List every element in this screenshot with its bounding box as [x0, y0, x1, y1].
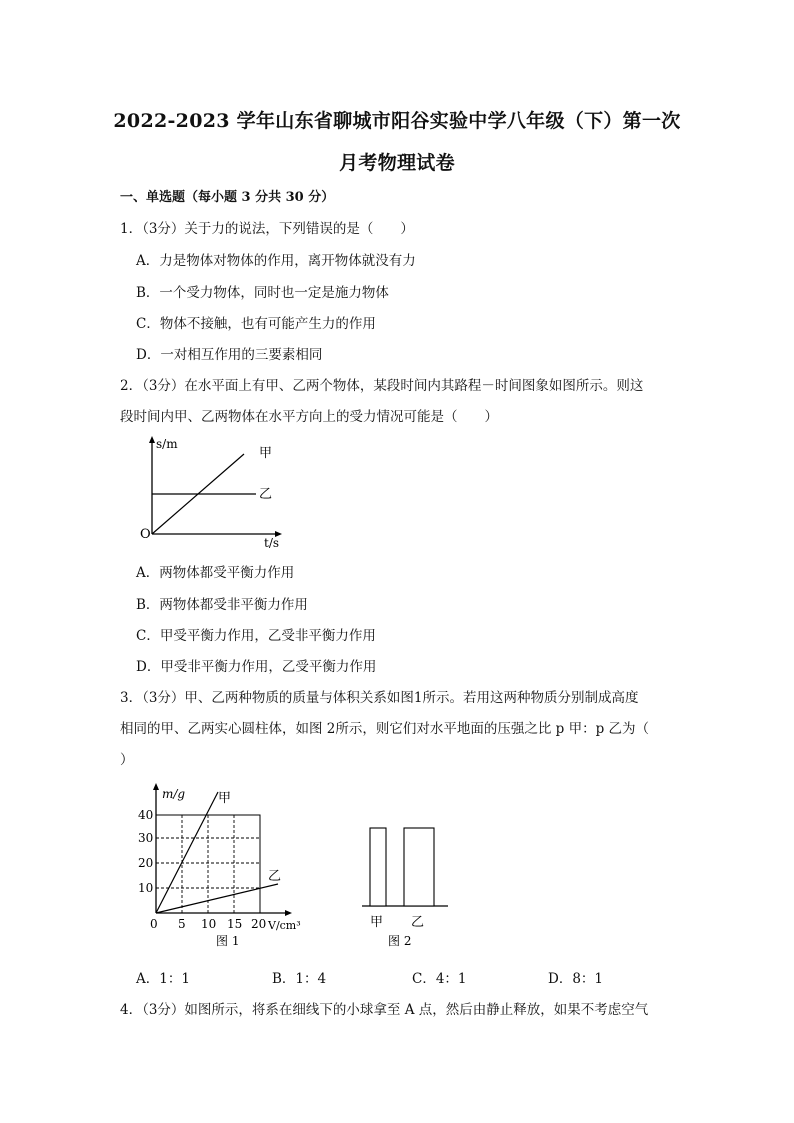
q3-fig1-y-arrow — [153, 783, 159, 790]
q3-fig1-grid — [156, 815, 260, 913]
q3-fig2-cylinder-yi — [404, 828, 434, 906]
q2-origin: O — [140, 527, 151, 542]
q3-fig2-label-yi: 乙 — [411, 915, 425, 930]
q3-fig1-xlabel: V/cm³ — [268, 919, 301, 932]
q2-xlabel: t/s — [264, 536, 280, 550]
q3-fig1-line-jia — [156, 792, 218, 913]
q4-stem-line1: 4．（3分）如图所示，将系在细线下的小球拿至 A 点，然后由静止释放，如果不考虑空气 — [120, 1002, 649, 1018]
q3-option-d: D．8：1 — [548, 971, 604, 987]
q3-option-c: C．4：1 — [412, 971, 467, 987]
q3-fig1-ytick: 30 — [138, 831, 154, 845]
q3-fig1-ytick: 20 — [138, 856, 154, 870]
q1-stem: 1．（3分）关于力的说法，下列错误的是（ ） — [120, 221, 414, 237]
q3-figure2 — [358, 820, 458, 952]
q2-ylabel: s/m — [156, 437, 178, 451]
q3-fig1-caption: 图 1 — [216, 934, 240, 948]
q1-option-d: D．一对相互作用的三要素相同 — [136, 347, 323, 363]
q2-option-c: C．甲受平衡力作用，乙受非平衡力作用 — [136, 628, 376, 644]
q3-fig1-x-arrow — [285, 910, 292, 916]
q3-fig1-xtick: 10 — [201, 917, 217, 931]
q3-option-b: B．1：4 — [272, 971, 327, 987]
q3-fig1-label-yi: 乙 — [268, 869, 282, 884]
q2-option-a: A．两物体都受平衡力作用 — [136, 565, 295, 581]
q3-fig1-xtick: 5 — [178, 917, 186, 931]
q1-option-b: B．一个受力物体，同时也一定是施力物体 — [136, 285, 389, 301]
q2-stem-line1: 2．（3分）在水平面上有甲、乙两个物体，某段时间内其路程－时间图象如图所示。则这 — [120, 378, 644, 394]
q3-stem-line1: 3．（3分）甲、乙两种物质的质量与体积关系如图1所示。若用这两种物质分别制成高度 — [120, 690, 639, 706]
q1-option-a: A．力是物体对物体的作用，离开物体就没有力 — [136, 253, 416, 269]
q3-fig1-xtick: 0 — [150, 917, 158, 931]
q2-option-d: D．甲受非平衡力作用，乙受平衡力作用 — [136, 659, 377, 675]
q3-fig1-ytick: 10 — [138, 881, 154, 895]
q3-figure1 — [132, 780, 312, 952]
q3-fig1-xtick: 20 — [251, 917, 267, 931]
q2-stem-line2: 段时间内甲、乙两物体在水平方向上的受力情况可能是（ ） — [120, 409, 498, 425]
q3-stem-line3: ） — [120, 752, 134, 768]
q3-fig2-label-jia: 甲 — [370, 915, 384, 930]
q3-fig1-xtick: 15 — [227, 917, 243, 931]
q1-option-c: C．物体不接触，也有可能产生力的作用 — [136, 316, 376, 332]
exam-title-line2: 月考物理试卷 — [339, 152, 455, 174]
q2-label-jia: 甲 — [259, 446, 273, 461]
q2-option-b: B．两物体都受非平衡力作用 — [136, 597, 308, 613]
q3-fig2-cylinder-jia — [370, 828, 386, 906]
q3-fig1-frame — [156, 815, 260, 913]
q3-stem-line2: 相同的甲、乙两实心圆柱体，如图 2所示，则它们对水平地面的压强之比 p 甲：p 乙为（ — [120, 721, 650, 737]
exam-title-line1: 2022-2023 学年山东省聊城市阳谷实验中学八年级（下）第一次 — [113, 110, 681, 132]
q3-fig1-ytick: 40 — [138, 808, 154, 822]
q2-label-yi: 乙 — [259, 487, 273, 502]
section-heading: 一、单选题（每小题 3 分共 30 分） — [120, 190, 335, 205]
q2-y-arrow — [149, 436, 155, 443]
q3-fig2-caption: 图 2 — [388, 934, 412, 948]
q3-fig1-ylabel: m/g — [162, 787, 186, 801]
q3-option-a: A．1：1 — [136, 971, 190, 987]
q2-figure — [138, 434, 288, 550]
q3-fig1-label-jia: 甲 — [218, 791, 232, 806]
